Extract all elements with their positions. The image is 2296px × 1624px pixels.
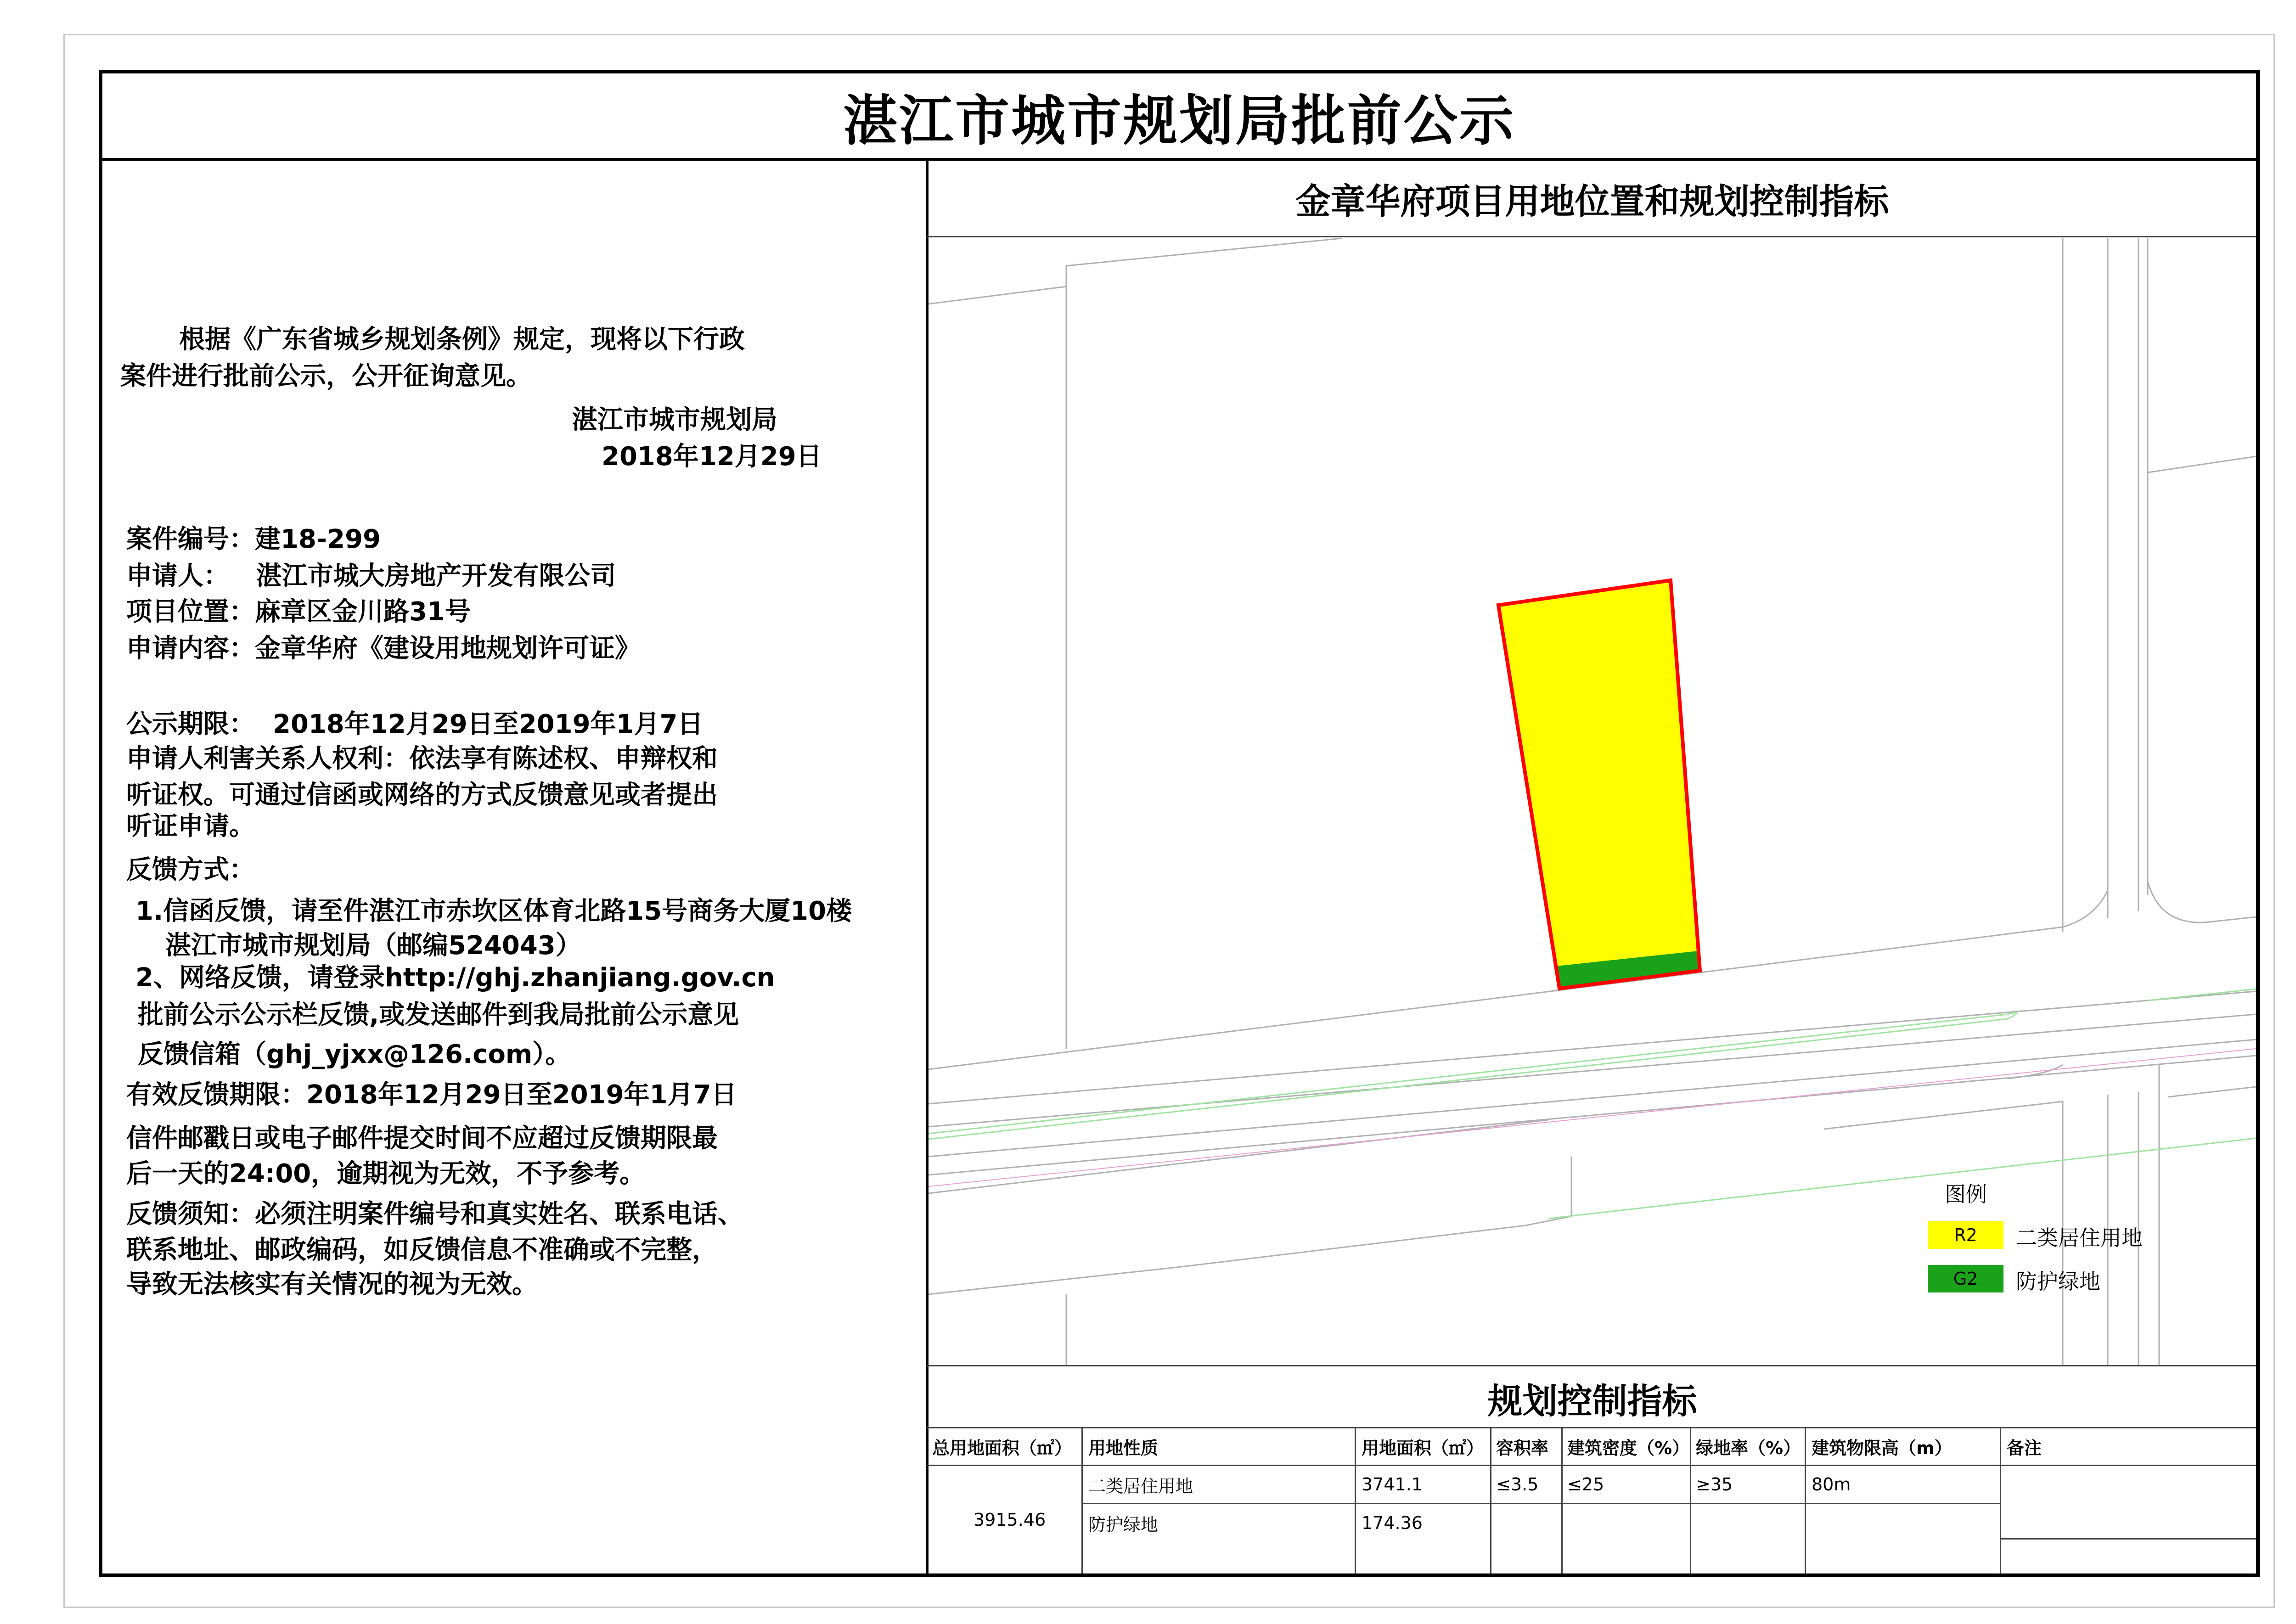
road-line (929, 1014, 2256, 1127)
site-map (929, 238, 2256, 1365)
green-line (2148, 989, 2256, 1000)
row1-height-limit: 80m (1812, 1474, 1851, 1495)
row1-green-rate: ≥35 (1696, 1474, 1733, 1495)
road-line (929, 991, 2256, 1104)
road-line (929, 1056, 2256, 1175)
map-title: 金章华府项目用地位置和规划控制指标 (1295, 180, 1889, 222)
road-line (929, 1120, 1548, 1193)
legend-title: 图例 (1945, 1182, 1987, 1207)
feedback-heading: 反馈方式： (126, 855, 255, 885)
col-header-height-limit: 建筑物限高（m） (1812, 1438, 1952, 1458)
deadline-line-1: 信件邮戳日或电子邮件提交时间不应超过反馈期限最 (126, 1124, 718, 1153)
rights-line-1: 申请人利害关系人权利：依法享有陈述权、申辩权和 (126, 744, 718, 774)
deadline-line-2: 后一天的24:00，逾期视为无效，不予参考。 (126, 1159, 646, 1189)
green-line (929, 1013, 2017, 1139)
feedback-web-line-3: 反馈信箱（ghj_yjxx@126.com）。 (138, 1040, 571, 1069)
col-header-far: 容积率 (1496, 1438, 1549, 1458)
intro-line-2: 案件进行批前公示，公开征询意见。 (120, 361, 532, 391)
row2-land-use: 防护绿地 (1088, 1514, 1159, 1535)
feedback-mail-line-1: 1.信函反馈，请至件湛江市赤坎区体育北路15号商务大厦10楼 (135, 896, 852, 926)
rights-line-3: 听证申请。 (126, 811, 255, 841)
col-divider (2000, 1427, 2001, 1573)
notes-line-1: 反馈须知：必须注明案件编号和真实姓名、联系电话、 (126, 1199, 743, 1229)
valid-feedback-period: 有效反馈期限：2018年12月29日至2019年1月7日 (126, 1080, 737, 1110)
col-header-green-rate: 绿地率（%） (1696, 1438, 1801, 1458)
col-header-land-use: 用地性质 (1088, 1438, 1159, 1458)
legend-r2-swatch: R2 (1928, 1221, 2003, 1249)
site-map-drawing (929, 238, 2256, 1365)
index-divider-top (927, 1365, 2256, 1366)
intro-line-1: 根据《广东省城乡规划条例》规定，现将以下行政 (179, 325, 745, 354)
issuer: 湛江市城市规划局 (572, 405, 777, 435)
case-number: 案件编号：建18-299 (126, 524, 381, 554)
index-header-top (927, 1427, 2256, 1428)
col-divider (1355, 1427, 1356, 1573)
publicity-period: 公示期限： 2018年12月29日至2019年1月7日 (126, 709, 703, 739)
rights-line-2: 听证权。可通过信函或网络的方式反馈意见或者提出 (126, 780, 718, 810)
feedback-mail-line-2: 湛江市城市规划局（邮编524043） (165, 931, 581, 961)
road-line (929, 1040, 2256, 1157)
road-line (929, 1157, 1571, 1294)
legend-g2-label: 防护绿地 (2016, 1269, 2100, 1294)
road-line (2168, 1087, 2256, 1097)
col-header-total-area: 总用地面积（㎡） (932, 1438, 1072, 1458)
title-divider (99, 158, 2260, 161)
feedback-web-line-1: 2、网络反馈，请登录http://ghj.zhanjiang.gov.cn (135, 963, 775, 993)
notes-line-3: 导致无法核实有关情况的视为无效。 (126, 1270, 538, 1299)
index-title: 规划控制指标 (1487, 1380, 1697, 1422)
col-divider (1805, 1427, 1806, 1573)
col-divider (1561, 1427, 1563, 1573)
legend-r2-label: 二类居住用地 (2016, 1225, 2143, 1250)
row1-density: ≤25 (1567, 1474, 1604, 1495)
road-line (929, 238, 1342, 304)
green-line (1548, 1138, 2256, 1219)
col-header-land-area: 用地面积（㎡） (1362, 1438, 1484, 1458)
index-header-bottom (927, 1465, 2256, 1466)
page-title: 湛江市城市规划局批前公示 (843, 89, 1515, 152)
col-header-remarks: 备注 (2007, 1438, 2042, 1458)
road-line (2148, 456, 2256, 472)
row1-land-area: 3741.1 (1362, 1474, 1423, 1495)
legend-g2-swatch: G2 (1928, 1265, 2003, 1292)
notes-line-2: 联系地址、邮政编码，如反馈信息不准确或不完整， (126, 1235, 718, 1265)
row1-far: ≤3.5 (1496, 1474, 1539, 1495)
col-header-density: 建筑密度（%） (1567, 1438, 1690, 1458)
feedback-web-line-2: 批前公示公示栏反馈,或发送邮件到我局批前公示意见 (138, 1000, 739, 1030)
index-row-divider (1081, 1503, 2000, 1504)
col-divider (1690, 1427, 1691, 1573)
application-content: 申请内容：金章华府《建设用地规划许可证》 (126, 634, 641, 663)
col-divider (1490, 1427, 1491, 1573)
index-note-divider (2000, 1538, 2256, 1540)
col-divider (1081, 1427, 1083, 1573)
map-title-divider (927, 236, 2256, 237)
row1-land-use: 二类居住用地 (1088, 1476, 1193, 1496)
applicant: 申请人： 湛江市城大房地产开发有限公司 (126, 561, 616, 591)
row2-land-area: 174.36 (1362, 1513, 1423, 1533)
project-location: 项目位置：麻章区金川路31号 (126, 597, 471, 627)
notice-date: 2018年12月29日 (602, 442, 822, 472)
total-area-value: 3915.46 (974, 1510, 1046, 1530)
road-line (2148, 881, 2256, 922)
